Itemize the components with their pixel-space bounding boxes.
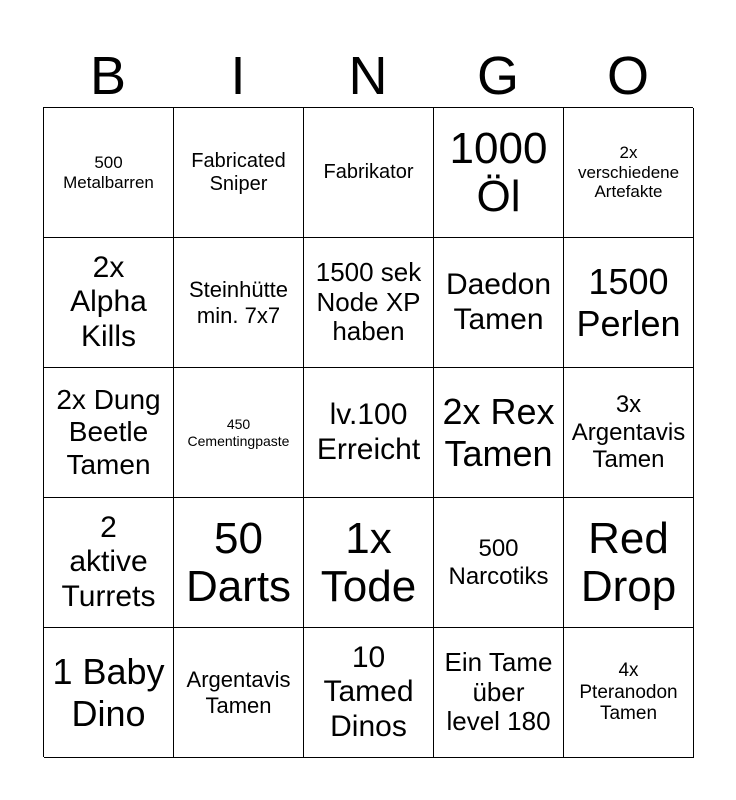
- cell-label: Red Drop: [580, 513, 677, 611]
- bingo-cell[interactable]: [304, 108, 434, 238]
- bingo-cell[interactable]: [434, 498, 564, 628]
- cell-label: 450 Cementingpaste: [187, 415, 290, 449]
- cell-label: 1500 sek Node XP haben: [315, 256, 422, 347]
- header-letter-b: B: [89, 46, 127, 106]
- bingo-cell[interactable]: [44, 108, 174, 238]
- cell-label: 3x Argentavis Tamen: [571, 391, 686, 474]
- cell-label: 500 Metalbarren: [63, 152, 154, 192]
- bingo-cell[interactable]: [564, 368, 694, 498]
- bingo-cell[interactable]: [564, 238, 694, 368]
- cell-label: Fabrikator: [323, 161, 414, 183]
- bingo-cell[interactable]: [44, 368, 174, 498]
- header-letter-o: O: [606, 46, 649, 106]
- cell-label: 2x Alpha Kills: [70, 250, 147, 353]
- cell-label: 2 aktive Turrets: [61, 510, 156, 613]
- cell-label: 2x verschiedene Artefakte: [577, 143, 680, 202]
- cell-label: Steinhütte min. 7x7: [188, 277, 289, 328]
- bingo-cell[interactable]: [304, 498, 434, 628]
- bingo-board: [43, 107, 693, 757]
- cell-label: 2x Dung Beetle Tamen: [56, 384, 161, 480]
- bingo-cell[interactable]: [304, 238, 434, 368]
- cell-label: 4x Pteranodon Tamen: [579, 659, 678, 725]
- cell-label: Daedon Tamen: [445, 268, 552, 336]
- cell-label: 1x Tode: [320, 513, 417, 611]
- cell-label: 500 Narcotiks: [448, 534, 549, 590]
- bingo-cell[interactable]: [174, 498, 304, 628]
- bingo-cell[interactable]: [174, 628, 304, 758]
- bingo-cell[interactable]: [304, 368, 434, 498]
- bingo-cell[interactable]: [174, 108, 304, 238]
- bingo-cell[interactable]: [434, 238, 564, 368]
- bingo-cell[interactable]: [174, 368, 304, 498]
- bingo-cell[interactable]: [304, 628, 434, 758]
- bingo-cell[interactable]: [44, 498, 174, 628]
- cell-label: Fabricated Sniper: [191, 149, 286, 195]
- bingo-header: [43, 42, 693, 108]
- bingo-cell[interactable]: [434, 628, 564, 758]
- cell-label: 1 Baby Dino: [52, 651, 165, 734]
- cell-label: lv.100 Erreicht: [316, 398, 421, 466]
- cell-label: 10 Tamed Dinos: [323, 640, 414, 743]
- header-letter-i: I: [230, 46, 246, 106]
- bingo-cell[interactable]: [44, 628, 174, 758]
- bingo-cell[interactable]: [174, 238, 304, 368]
- cell-label: 1000 Öl: [449, 123, 548, 221]
- cell-label: 2x Rex Tamen: [442, 391, 555, 474]
- header-letter-g: G: [476, 46, 519, 106]
- bingo-cell[interactable]: [44, 238, 174, 368]
- bingo-cell[interactable]: [564, 628, 694, 758]
- bingo-cell[interactable]: [564, 498, 694, 628]
- bingo-cell[interactable]: [564, 108, 694, 238]
- cell-label: 1500 Perlen: [576, 261, 681, 344]
- cell-label: Argentavis Tamen: [186, 667, 291, 718]
- cell-label: 50 Darts: [185, 513, 292, 611]
- bingo-cell[interactable]: [434, 368, 564, 498]
- cell-label: Ein Tame über level 180: [444, 646, 553, 737]
- bingo-cell[interactable]: [434, 108, 564, 238]
- header-letter-n: N: [348, 46, 388, 106]
